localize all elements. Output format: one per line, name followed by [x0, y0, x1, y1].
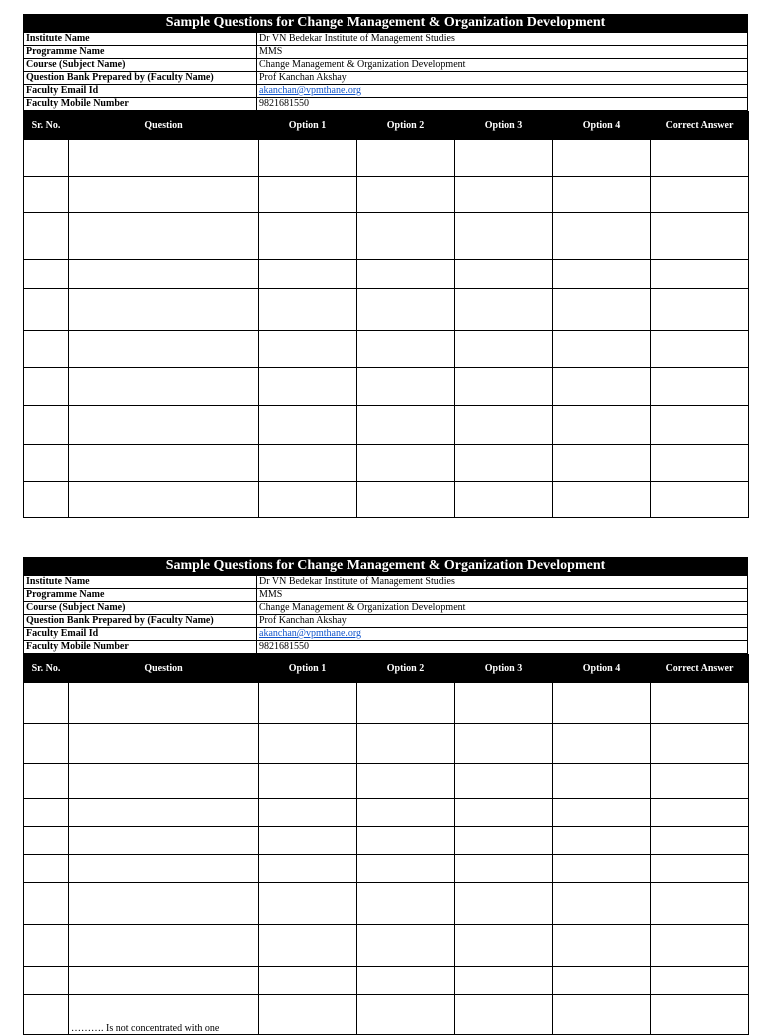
option-3-cell [455, 995, 553, 1035]
sr-no-cell [24, 683, 69, 724]
option-1-cell [259, 855, 357, 883]
option-4-cell [553, 827, 651, 855]
option-2-cell [357, 995, 455, 1035]
option-1-cell [259, 883, 357, 925]
question-sheet-2 [23, 557, 748, 1035]
option-4-cell [553, 445, 651, 482]
option-3-cell [455, 289, 553, 331]
info-label: Course (Subject Name) [24, 602, 257, 615]
question-table [23, 111, 749, 518]
correct-answer-cell [651, 140, 749, 177]
option-2-cell [357, 368, 455, 406]
option-3-cell [455, 445, 553, 482]
option-1-cell [259, 799, 357, 827]
correct-answer-cell [651, 799, 749, 827]
option-3-cell [455, 213, 553, 260]
option-1-cell [259, 289, 357, 331]
option-1-cell [259, 331, 357, 368]
option-4-cell [553, 995, 651, 1035]
option-4-cell [553, 883, 651, 925]
option-3-cell [455, 406, 553, 445]
info-row [24, 98, 748, 111]
correct-answer-cell [651, 406, 749, 445]
table-row [24, 799, 749, 827]
sr-no-cell [24, 724, 69, 764]
option-2-cell [357, 925, 455, 967]
col-header-correct-answer: Correct Answer [651, 112, 749, 140]
sr-no-cell [24, 368, 69, 406]
table-row [24, 406, 749, 445]
col-header-question: Question [69, 655, 259, 683]
question-cell [69, 213, 259, 260]
table-row [24, 967, 749, 995]
info-label: Programme Name [24, 589, 257, 602]
option-4-cell [553, 967, 651, 995]
correct-answer-cell [651, 925, 749, 967]
table-row [24, 827, 749, 855]
info-row [24, 641, 748, 654]
option-4-cell [553, 406, 651, 445]
col-header-question: Question [69, 112, 259, 140]
info-value: Prof Kanchan Akshay [257, 615, 748, 628]
table-row [24, 855, 749, 883]
info-value: Change Management & Organization Development [257, 602, 748, 615]
col-header-option-3: Option 3 [455, 655, 553, 683]
option-2-cell [357, 406, 455, 445]
table-row [24, 995, 749, 1035]
info-label: Faculty Email Id [24, 628, 257, 641]
correct-answer-cell [651, 368, 749, 406]
question-cell [69, 289, 259, 331]
info-row [24, 72, 748, 85]
option-4-cell [553, 855, 651, 883]
question-cell [69, 331, 259, 368]
correct-answer-cell [651, 827, 749, 855]
info-value: 9821681550 [257, 98, 748, 111]
sr-no-cell [24, 967, 69, 995]
sr-no-cell [24, 925, 69, 967]
info-value: Change Management & Organization Development [257, 59, 748, 72]
info-row [24, 589, 748, 602]
col-header-option-4: Option 4 [553, 112, 651, 140]
option-2-cell [357, 482, 455, 518]
option-4-cell [553, 799, 651, 827]
question-cell [69, 764, 259, 799]
sr-no-cell [24, 445, 69, 482]
info-row [24, 576, 748, 589]
question-table [23, 654, 749, 1035]
option-3-cell [455, 482, 553, 518]
info-row [24, 602, 748, 615]
question-cell [69, 799, 259, 827]
sheet-title: Sample Questions for Change Management & Organization Development [23, 557, 748, 575]
sheet-title: Sample Questions for Change Management & Organization Development [23, 14, 748, 32]
info-row [24, 33, 748, 46]
col-header-correct-answer: Correct Answer [651, 655, 749, 683]
question-cell: ………. Is not concentrated with one [69, 995, 259, 1035]
option-4-cell [553, 289, 651, 331]
info-row [24, 46, 748, 59]
option-4-cell [553, 177, 651, 213]
option-3-cell [455, 883, 553, 925]
option-3-cell [455, 368, 553, 406]
col-header-sr-no: Sr. No. [24, 112, 69, 140]
question-cell [69, 724, 259, 764]
option-2-cell [357, 967, 455, 995]
col-header-option-2: Option 2 [357, 655, 455, 683]
table-row [24, 177, 749, 213]
option-2-cell [357, 683, 455, 724]
option-1-cell [259, 213, 357, 260]
question-cell [69, 855, 259, 883]
col-header-sr-no: Sr. No. [24, 655, 69, 683]
option-3-cell [455, 925, 553, 967]
option-4-cell [553, 213, 651, 260]
question-cell [69, 177, 259, 213]
info-row [24, 59, 748, 72]
option-4-cell [553, 331, 651, 368]
question-sheet-1 [23, 14, 748, 518]
option-4-cell [553, 764, 651, 799]
question-cell [69, 140, 259, 177]
option-4-cell [553, 724, 651, 764]
option-4-cell [553, 482, 651, 518]
option-4-cell [553, 368, 651, 406]
option-3-cell [455, 827, 553, 855]
option-2-cell [357, 445, 455, 482]
sr-no-cell [24, 213, 69, 260]
col-header-option-1: Option 1 [259, 112, 357, 140]
option-2-cell [357, 724, 455, 764]
info-label: Faculty Mobile Number [24, 98, 257, 111]
col-header-option-2: Option 2 [357, 112, 455, 140]
option-4-cell [553, 260, 651, 289]
option-2-cell [357, 883, 455, 925]
option-1-cell [259, 764, 357, 799]
correct-answer-cell [651, 683, 749, 724]
question-cell [69, 482, 259, 518]
question-cell [69, 683, 259, 724]
option-2-cell [357, 799, 455, 827]
option-3-cell [455, 967, 553, 995]
info-row [24, 628, 748, 641]
option-1-cell [259, 967, 357, 995]
sr-no-cell [24, 883, 69, 925]
table-row [24, 724, 749, 764]
sr-no-cell [24, 827, 69, 855]
table-row [24, 925, 749, 967]
table-row [24, 140, 749, 177]
info-label: Question Bank Prepared by (Faculty Name) [24, 72, 257, 85]
table-row [24, 260, 749, 289]
table-row [24, 331, 749, 368]
info-row [24, 85, 748, 98]
info-value: MMS [257, 589, 748, 602]
option-2-cell [357, 764, 455, 799]
option-1-cell [259, 140, 357, 177]
question-cell [69, 967, 259, 995]
option-2-cell [357, 855, 455, 883]
correct-answer-cell [651, 482, 749, 518]
option-4-cell [553, 140, 651, 177]
correct-answer-cell [651, 967, 749, 995]
info-value: MMS [257, 46, 748, 59]
correct-answer-cell [651, 855, 749, 883]
option-3-cell [455, 683, 553, 724]
sr-no-cell [24, 260, 69, 289]
sr-no-cell [24, 331, 69, 368]
option-2-cell [357, 140, 455, 177]
question-cell [69, 925, 259, 967]
option-3-cell [455, 799, 553, 827]
info-value-cell [257, 628, 748, 641]
option-1-cell [259, 995, 357, 1035]
info-value: Dr VN Bedekar Institute of Management Studies [257, 576, 748, 589]
option-4-cell [553, 683, 651, 724]
question-table-header [24, 655, 749, 683]
correct-answer-cell [651, 260, 749, 289]
correct-answer-cell [651, 177, 749, 213]
info-value-cell [257, 85, 748, 98]
correct-answer-cell [651, 445, 749, 482]
table-row [24, 213, 749, 260]
info-label: Course (Subject Name) [24, 59, 257, 72]
correct-answer-cell [651, 995, 749, 1035]
option-3-cell [455, 724, 553, 764]
option-1-cell [259, 406, 357, 445]
option-3-cell [455, 764, 553, 799]
sr-no-cell [24, 140, 69, 177]
option-1-cell [259, 177, 357, 213]
option-2-cell [357, 260, 455, 289]
table-row [24, 482, 749, 518]
question-cell [69, 406, 259, 445]
table-row [24, 764, 749, 799]
info-label: Question Bank Prepared by (Faculty Name) [24, 615, 257, 628]
option-1-cell [259, 925, 357, 967]
faculty-info-table [23, 32, 748, 111]
sr-no-cell [24, 289, 69, 331]
table-row [24, 683, 749, 724]
sr-no-cell [24, 482, 69, 518]
table-row [24, 289, 749, 331]
option-3-cell [455, 177, 553, 213]
info-value: Dr VN Bedekar Institute of Management Studies [257, 33, 748, 46]
sr-no-cell [24, 406, 69, 445]
correct-answer-cell [651, 764, 749, 799]
option-1-cell [259, 445, 357, 482]
question-cell [69, 445, 259, 482]
table-row [24, 445, 749, 482]
col-header-option-4: Option 4 [553, 655, 651, 683]
option-2-cell [357, 213, 455, 260]
sr-no-cell [24, 799, 69, 827]
question-cell [69, 883, 259, 925]
col-header-option-3: Option 3 [455, 112, 553, 140]
faculty-email-link[interactable]: akanchan@vpmthane.org [259, 85, 362, 96]
sr-no-cell [24, 855, 69, 883]
option-2-cell [357, 331, 455, 368]
correct-answer-cell [651, 289, 749, 331]
info-label: Faculty Mobile Number [24, 641, 257, 654]
option-1-cell [259, 683, 357, 724]
info-row [24, 615, 748, 628]
table-row [24, 883, 749, 925]
correct-answer-cell [651, 331, 749, 368]
sr-no-cell [24, 764, 69, 799]
correct-answer-cell [651, 883, 749, 925]
sr-no-cell [24, 177, 69, 213]
option-1-cell [259, 368, 357, 406]
question-cell [69, 260, 259, 289]
option-3-cell [455, 260, 553, 289]
correct-answer-cell [651, 724, 749, 764]
sr-no-cell [24, 995, 69, 1035]
info-label: Programme Name [24, 46, 257, 59]
correct-answer-cell [651, 213, 749, 260]
info-value: Prof Kanchan Akshay [257, 72, 748, 85]
option-1-cell [259, 482, 357, 518]
option-1-cell [259, 827, 357, 855]
faculty-email-link[interactable]: akanchan@vpmthane.org [259, 628, 362, 639]
info-label: Institute Name [24, 576, 257, 589]
option-2-cell [357, 827, 455, 855]
faculty-info-table [23, 575, 748, 654]
info-label: Institute Name [24, 33, 257, 46]
option-1-cell [259, 260, 357, 289]
col-header-option-1: Option 1 [259, 655, 357, 683]
option-3-cell [455, 331, 553, 368]
option-1-cell [259, 724, 357, 764]
option-3-cell [455, 855, 553, 883]
question-table-header [24, 112, 749, 140]
info-value: 9821681550 [257, 641, 748, 654]
option-2-cell [357, 177, 455, 213]
option-2-cell [357, 289, 455, 331]
question-cell [69, 368, 259, 406]
info-label: Faculty Email Id [24, 85, 257, 98]
option-3-cell [455, 140, 553, 177]
table-row [24, 368, 749, 406]
option-4-cell [553, 925, 651, 967]
question-cell [69, 827, 259, 855]
